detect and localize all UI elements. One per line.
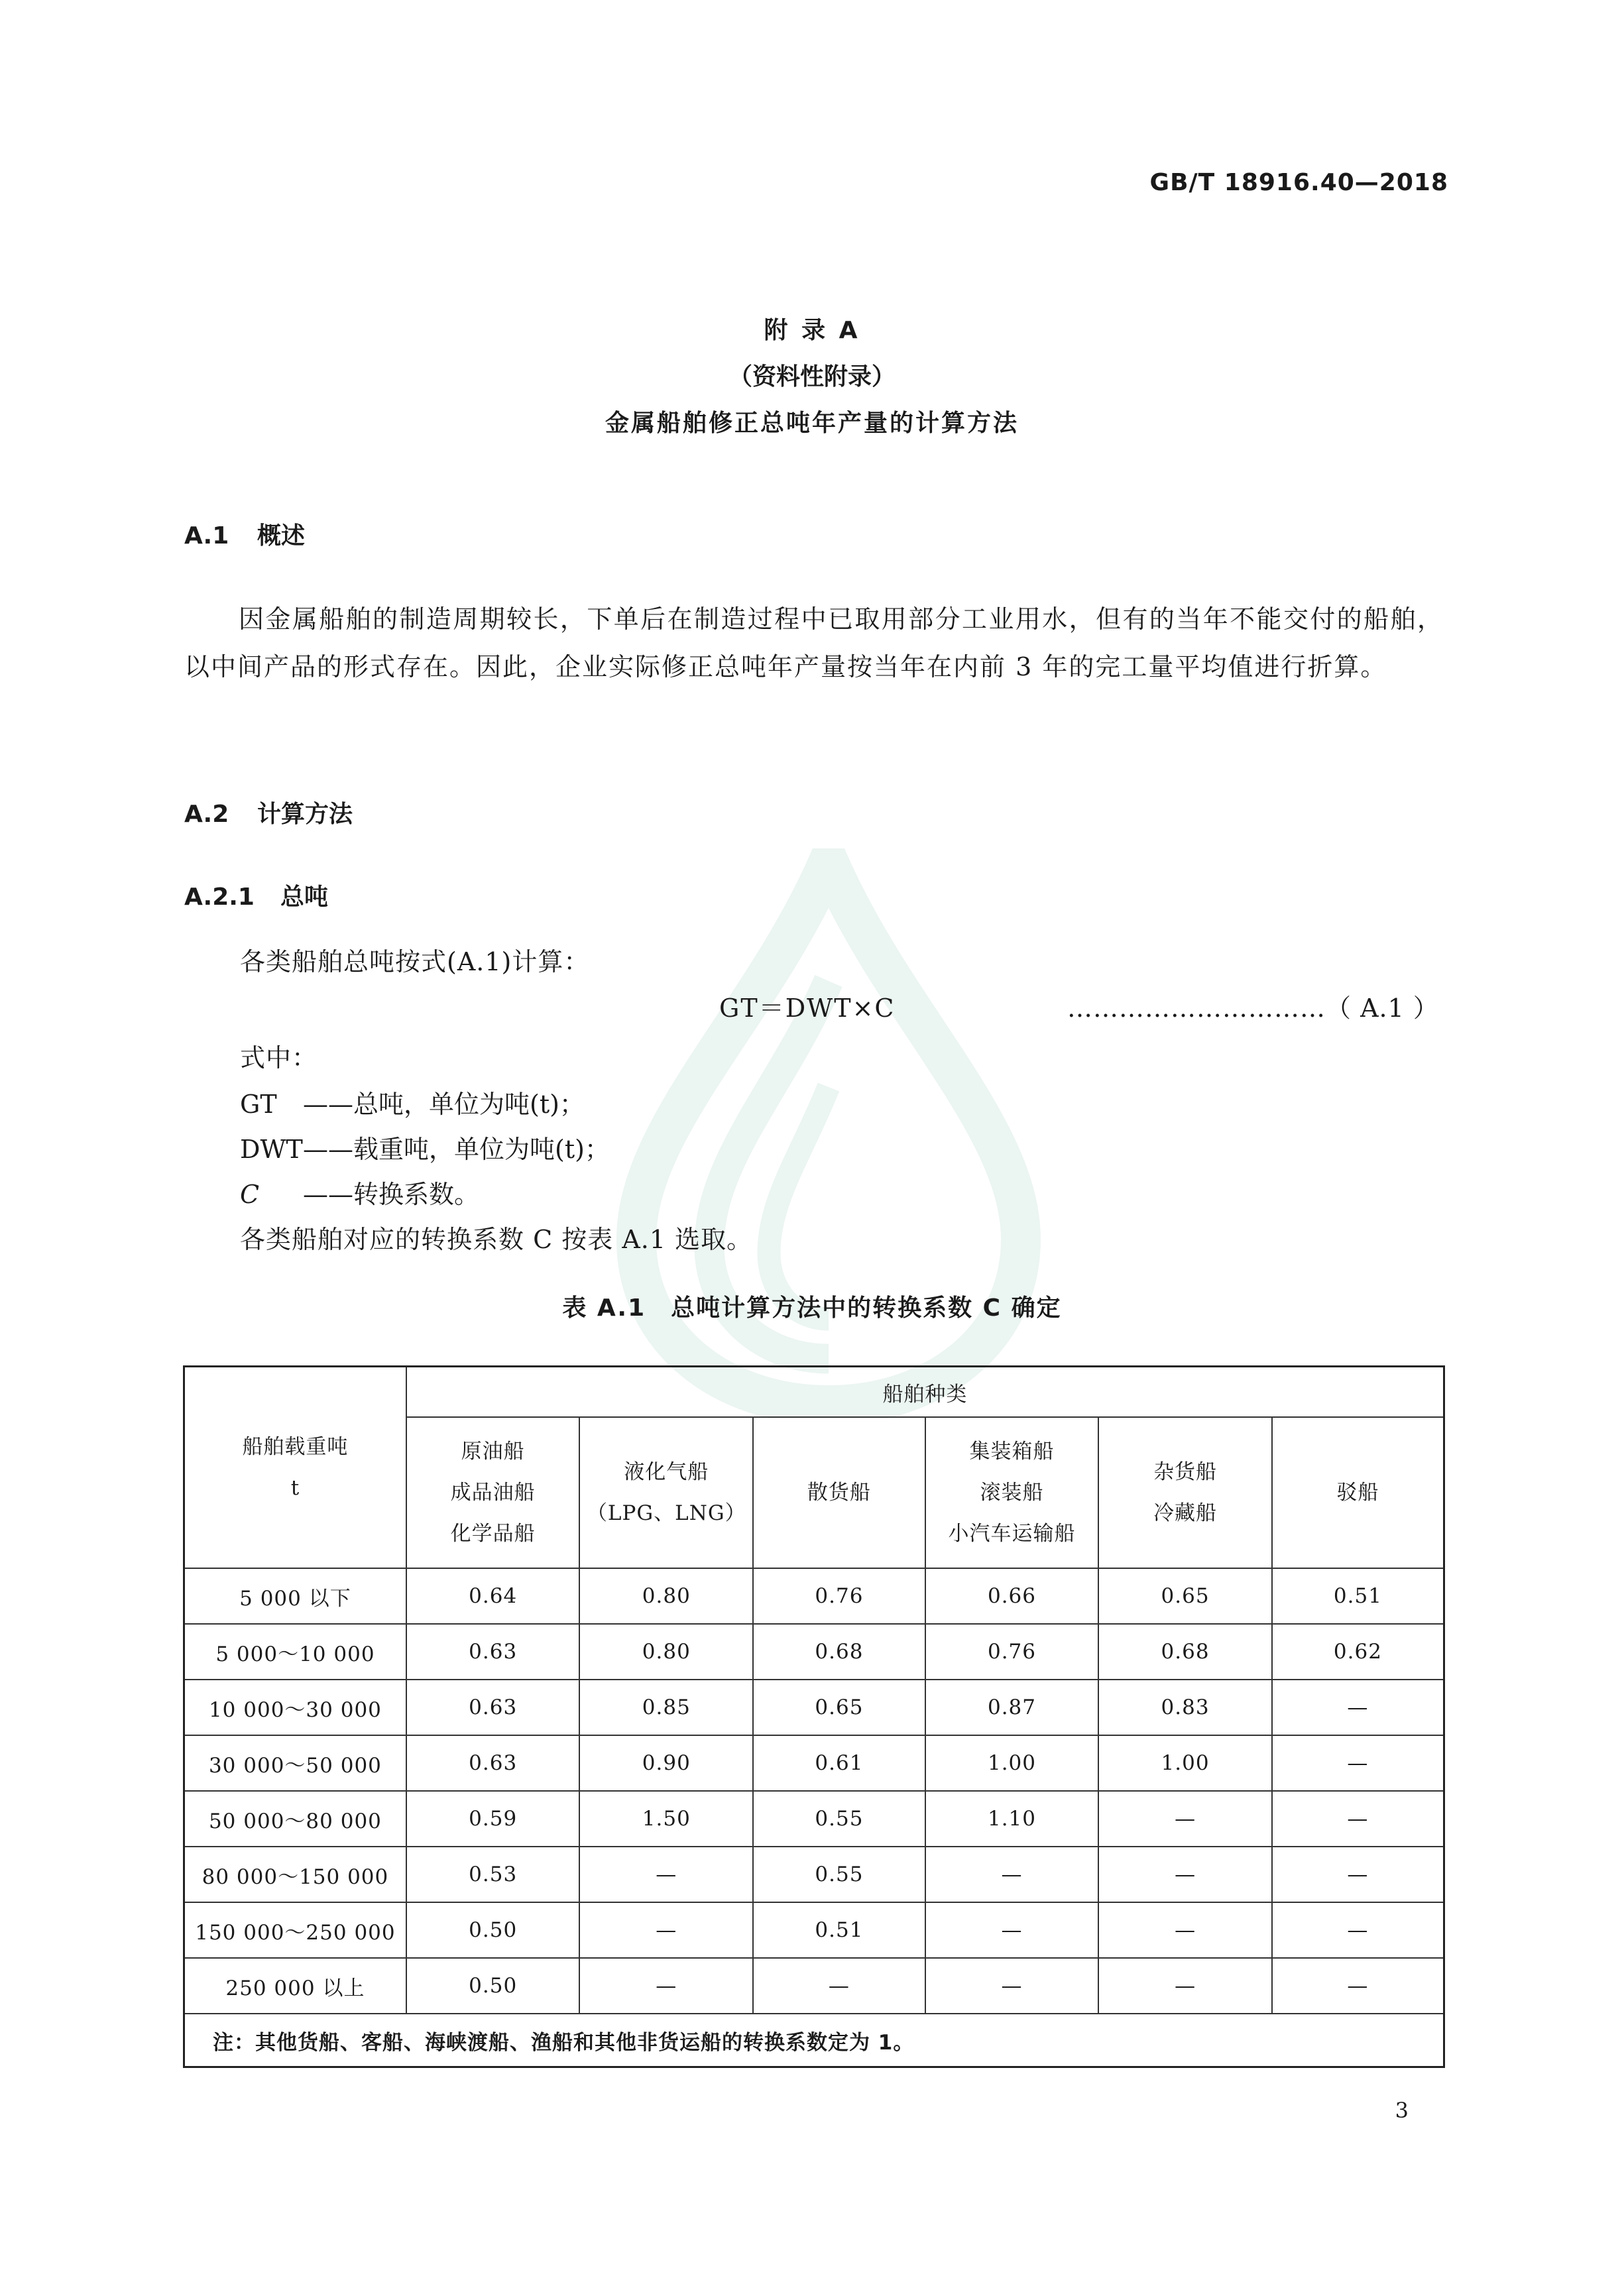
row-header: 船舶载重吨 bbox=[242, 1435, 349, 1459]
annex-type: （资料性附录） bbox=[728, 363, 896, 390]
range-cell: 150 000～250 000 bbox=[184, 1902, 406, 1958]
value-cell: 0.64 bbox=[406, 1568, 580, 1624]
conversion-coefficient-table bbox=[183, 1365, 1445, 2068]
section-number: A.2.1 bbox=[184, 884, 255, 911]
value-cell: — bbox=[925, 1958, 1099, 2014]
value-cell: 1.10 bbox=[925, 1791, 1099, 1847]
selection-text: 各类船舶对应的转换系数 C 按表 A.1 选取。 bbox=[240, 1225, 753, 1254]
value-cell: 0.65 bbox=[1098, 1568, 1272, 1624]
table-row bbox=[184, 1847, 1444, 1902]
variable-description: ——载重吨，单位为吨(t)； bbox=[303, 1135, 610, 1164]
value-cell: 0.87 bbox=[925, 1680, 1099, 1735]
column-header-line: 成品油船 bbox=[450, 1481, 536, 1505]
value-cell: 0.63 bbox=[406, 1680, 580, 1735]
table-row bbox=[184, 1624, 1444, 1680]
value-cell: — bbox=[1272, 1847, 1444, 1902]
value-cell: — bbox=[1098, 1847, 1272, 1902]
section-a1-heading bbox=[184, 517, 305, 551]
value-cell: — bbox=[1098, 1902, 1272, 1958]
group-header: 船舶种类 bbox=[406, 1367, 1444, 1418]
formula-intro: 各类船舶总吨按式(A.1)计算： bbox=[240, 947, 590, 976]
range-cell: 50 000～80 000 bbox=[184, 1791, 406, 1847]
value-cell: 0.50 bbox=[406, 1958, 580, 2014]
row-header-cell bbox=[184, 1367, 406, 1569]
value-cell: 1.00 bbox=[925, 1735, 1099, 1791]
column-header bbox=[925, 1417, 1099, 1568]
value-cell: — bbox=[579, 1847, 753, 1902]
column-header bbox=[1272, 1417, 1444, 1568]
table-row bbox=[184, 1958, 1444, 2014]
watermark-drop-icon bbox=[597, 848, 1061, 1418]
value-cell: 0.80 bbox=[579, 1568, 753, 1624]
column-header-line: 杂货船 bbox=[1153, 1460, 1218, 1484]
value-cell: 0.85 bbox=[579, 1680, 753, 1735]
value-cell: 0.55 bbox=[753, 1847, 925, 1902]
value-cell: 0.83 bbox=[1098, 1680, 1272, 1735]
where-label: 式中： bbox=[240, 1043, 318, 1072]
value-cell: 0.55 bbox=[753, 1791, 925, 1847]
variable-description: ——总吨，单位为吨(t)； bbox=[303, 1090, 585, 1119]
value-cell: 0.65 bbox=[753, 1680, 925, 1735]
value-cell: 0.63 bbox=[406, 1624, 580, 1680]
value-cell: 0.76 bbox=[753, 1568, 925, 1624]
value-cell: — bbox=[1272, 1902, 1444, 1958]
variable-dwt bbox=[240, 1129, 610, 1165]
value-cell: 0.51 bbox=[753, 1902, 925, 1958]
table-row bbox=[184, 1680, 1444, 1735]
column-header-line: 集装箱船 bbox=[969, 1440, 1055, 1463]
table-row bbox=[184, 1791, 1444, 1847]
variable-symbol: DWT bbox=[240, 1135, 303, 1164]
row-header-unit: t bbox=[290, 1476, 300, 1500]
value-cell: — bbox=[925, 1847, 1099, 1902]
value-cell: 0.63 bbox=[406, 1735, 580, 1791]
table-row bbox=[184, 1568, 1444, 1624]
value-cell: 0.62 bbox=[1272, 1624, 1444, 1680]
range-cell: 250 000 以上 bbox=[184, 1958, 406, 2014]
value-cell: — bbox=[1272, 1680, 1444, 1735]
variable-symbol: GT bbox=[240, 1090, 277, 1119]
column-header bbox=[753, 1417, 925, 1568]
formula: GT＝DWT×C bbox=[719, 994, 896, 1023]
annex-title: 金属船舶修正总吨年产量的计算方法 bbox=[605, 410, 1019, 437]
range-cell: 10 000～30 000 bbox=[184, 1680, 406, 1735]
value-cell: 1.00 bbox=[1098, 1735, 1272, 1791]
value-cell: — bbox=[1272, 1735, 1444, 1791]
table-title: 表 A.1 总吨计算方法中的转换系数 C 确定 bbox=[562, 1294, 1062, 1322]
value-cell: 0.80 bbox=[579, 1624, 753, 1680]
formula-number: …………………………（ A.1 ） bbox=[1067, 994, 1439, 1023]
column-header bbox=[1098, 1417, 1272, 1568]
variable-symbol: C bbox=[240, 1180, 260, 1209]
paragraph-a1: 因金属船舶的制造周期较长，下单后在制造过程中已取用部分工业用水，但有的当年不能交付的船舶，以中间产品的形式存在。因此，企业实际修正总吨年产量按当年在内前 3 年的完工量平均值进行折算。 bbox=[184, 604, 1444, 681]
value-cell: 0.51 bbox=[1272, 1568, 1444, 1624]
value-cell: 0.90 bbox=[579, 1735, 753, 1791]
column-header-line: 化学品船 bbox=[450, 1522, 536, 1546]
annex-label: 附 录 A bbox=[764, 317, 860, 344]
section-a2-heading bbox=[184, 795, 353, 829]
value-cell: — bbox=[1098, 1958, 1272, 2014]
table-row bbox=[184, 1735, 1444, 1791]
page-number: 3 bbox=[1395, 2098, 1409, 2123]
column-header-line: 原油船 bbox=[461, 1440, 525, 1463]
value-cell: 0.76 bbox=[925, 1624, 1099, 1680]
table-row bbox=[184, 1902, 1444, 1958]
column-header-line: 散货船 bbox=[807, 1481, 871, 1505]
section-title: 概述 bbox=[257, 522, 306, 549]
range-cell: 5 000～10 000 bbox=[184, 1624, 406, 1680]
value-cell: 0.68 bbox=[1098, 1624, 1272, 1680]
value-cell: — bbox=[925, 1902, 1099, 1958]
standard-code: GB/T 18916.40—2018 bbox=[1149, 169, 1448, 196]
section-title: 总吨 bbox=[280, 884, 329, 911]
column-header-line: 冷藏船 bbox=[1153, 1501, 1218, 1525]
range-cell: 80 000～150 000 bbox=[184, 1847, 406, 1902]
column-header-line: 液化气船 bbox=[624, 1460, 709, 1484]
range-cell: 30 000～50 000 bbox=[184, 1735, 406, 1791]
column-header-line: 滚装船 bbox=[980, 1481, 1044, 1505]
column-header-line: 驳船 bbox=[1336, 1481, 1379, 1505]
value-cell: — bbox=[1272, 1791, 1444, 1847]
table-note: 注：其他货船、客船、海峡渡船、渔船和其他非货运船的转换系数定为 1。 bbox=[184, 2014, 1444, 2067]
variable-c bbox=[240, 1174, 479, 1210]
column-header-line: 小汽车运输船 bbox=[948, 1522, 1076, 1546]
range-cell: 5 000 以下 bbox=[184, 1568, 406, 1624]
value-cell: 0.66 bbox=[925, 1568, 1099, 1624]
value-cell: 0.61 bbox=[753, 1735, 925, 1791]
section-title: 计算方法 bbox=[257, 801, 353, 828]
variable-description: ——转换系数。 bbox=[303, 1180, 480, 1209]
column-header bbox=[406, 1417, 580, 1568]
value-cell: 0.50 bbox=[406, 1902, 580, 1958]
column-header-line: （LPG、LNG） bbox=[586, 1501, 746, 1525]
value-cell: — bbox=[579, 1958, 753, 2014]
value-cell: — bbox=[1272, 1958, 1444, 2014]
value-cell: 1.50 bbox=[579, 1791, 753, 1847]
value-cell: 0.53 bbox=[406, 1847, 580, 1902]
value-cell: 0.68 bbox=[753, 1624, 925, 1680]
section-number: A.1 bbox=[184, 522, 229, 549]
value-cell: — bbox=[753, 1958, 925, 2014]
variable-gt bbox=[240, 1084, 585, 1120]
value-cell: — bbox=[1098, 1791, 1272, 1847]
value-cell: — bbox=[579, 1902, 753, 1958]
column-header bbox=[579, 1417, 753, 1568]
value-cell: 0.59 bbox=[406, 1791, 580, 1847]
section-number: A.2 bbox=[184, 801, 229, 828]
section-a21-heading bbox=[184, 878, 328, 912]
